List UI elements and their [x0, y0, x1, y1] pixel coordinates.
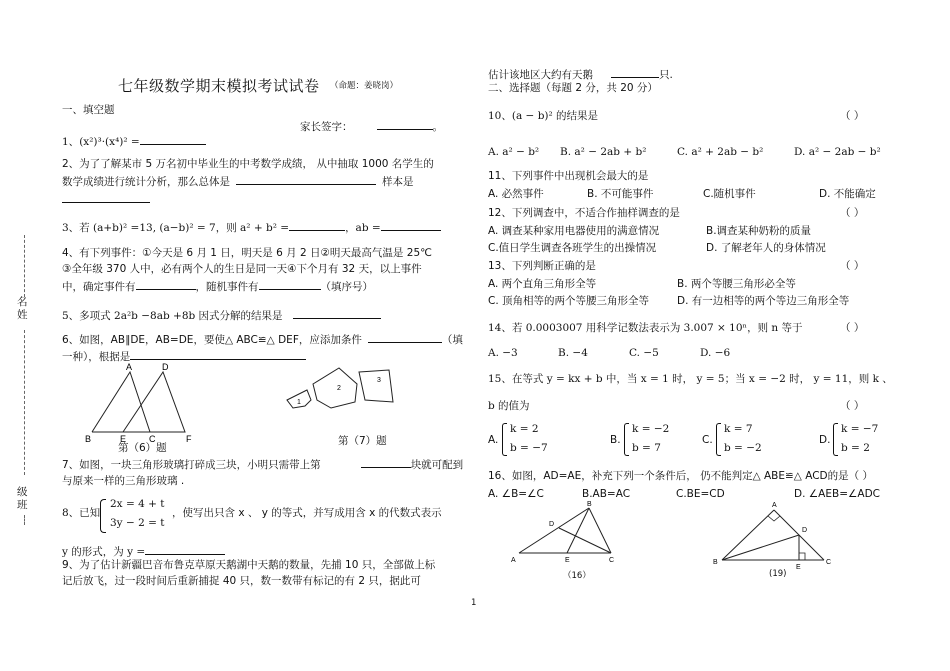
- q13-option-d[interactable]: D. 有一边相等的两个等边三角形全等: [677, 295, 850, 307]
- fig19-label-a: A: [772, 502, 777, 509]
- figure-6: [80, 362, 210, 452]
- fig6-label-c: C: [149, 434, 156, 444]
- fig19-right-angle-a: [768, 516, 780, 521]
- q16-option-d[interactable]: D. ∠AEB=∠ADC: [794, 488, 881, 500]
- q13-option-c[interactable]: C. 顶角相等的两个等腰三角形全等: [488, 295, 650, 307]
- q15-option-d[interactable]: D. k = −7 b = 2: [819, 423, 879, 454]
- q10-option-c[interactable]: C. a² + 2ab − b²: [677, 146, 764, 158]
- page-title: 七年级数学期末模拟考试试卷: [118, 77, 320, 95]
- section-fill-blank: 一、填空题: [62, 104, 115, 116]
- parent-signature: 家长签字： 。: [300, 118, 443, 134]
- fig6-triangle-def: [123, 372, 185, 432]
- q9-blank[interactable]: [611, 66, 659, 78]
- question-9-line1: 9、为了估计新疆巴音布鲁克草原天鹅湖中天鹅的数量，先捕 10 只，全部做上标: [62, 559, 436, 571]
- q11-option-a[interactable]: A. 必然事件: [488, 188, 544, 200]
- question-16: 16、如图，AD=AE，补充下列一个条件后， 仍不能判定△ ABE≌△ ACD的是（ ）: [488, 470, 873, 482]
- question-11: 11、下列事件中出现机会最大的是: [488, 170, 649, 182]
- question-8-line2: y 的形式，为 y =: [62, 543, 225, 559]
- fig7-label-2: 2: [337, 385, 341, 392]
- fig16-label-a: A: [511, 557, 516, 564]
- question-4-line3: 中，确定事件有 ，随机事件有 （填序号）: [62, 278, 373, 294]
- q13-option-b[interactable]: B. 两个等腰三角形必全等: [677, 278, 796, 290]
- signature-blank[interactable]: [377, 118, 433, 130]
- question-12: 12、下列调查中，不适合作抽样调查的是: [488, 207, 680, 219]
- q15-option-c[interactable]: C. k = 7 b = −2: [702, 423, 762, 454]
- page-number: 1: [471, 598, 477, 608]
- q12-option-b[interactable]: B.调查某种奶粉的质量: [706, 225, 812, 237]
- q10-option-a[interactable]: A. a² − b²: [488, 146, 540, 158]
- name-label: 名 姓: [17, 296, 28, 321]
- fig16-label-e: E: [565, 557, 570, 564]
- q15-a-brace: [502, 423, 507, 456]
- q10-option-d[interactable]: D. a² − 2ab − b²: [794, 146, 881, 158]
- fig19-label-e: E: [796, 564, 801, 570]
- q11-option-b[interactable]: B. 不可能事件: [587, 188, 654, 200]
- q14-option-c[interactable]: C. −5: [629, 347, 659, 359]
- question-9-line3: 估计该地区大约有天鹅 只.: [488, 66, 673, 82]
- question-15-line1: 15、在等式 y = kx + b 中，当 x = 1 时， y = 5；当 x = −2 时， y = 11，则 k 、: [488, 373, 893, 385]
- fig7-label-3: 3: [377, 377, 381, 384]
- fig6-label-b: B: [85, 434, 92, 444]
- question-5: 5、多项式 2a²b −8ab +8b 因式分解的结果是: [62, 307, 381, 323]
- q14-answer-paren[interactable]: （ ）: [840, 322, 865, 334]
- figure-6-caption: 第（6）题: [118, 442, 167, 454]
- q12-answer-paren[interactable]: （ ）: [840, 207, 865, 219]
- binding-line-mid: [24, 330, 25, 475]
- fig19-line-ab: [722, 510, 774, 560]
- q15-option-b[interactable]: B. k = −2 b = 7: [610, 423, 670, 454]
- q1-blank[interactable]: [140, 133, 206, 145]
- fig19-line-bd: [722, 535, 799, 560]
- q10-answer-paren[interactable]: （ ）: [840, 110, 865, 122]
- question-7-line2: 与原来一样的三角形玻璃 .: [62, 475, 185, 487]
- q8-equation-1: 2x = 4 + t: [110, 498, 165, 510]
- fig6-label-e: E: [120, 434, 127, 444]
- question-8: 8、已知: [62, 507, 101, 519]
- binding-line-top: [24, 235, 25, 297]
- q11-option-c[interactable]: C.随机事件: [703, 188, 756, 200]
- q16-option-c[interactable]: C.BE=CD: [676, 488, 725, 500]
- q4-blank-random[interactable]: [259, 278, 321, 290]
- question-4-line1: 4、有下列事件：①今天是 6 月 1 日，明天是 6 月 2 日②明天最高气温是 25℃: [62, 247, 432, 259]
- q8-brace: [100, 499, 106, 533]
- q12-option-a[interactable]: A. 调查某种家用电器使用的满意情况: [488, 225, 660, 237]
- fig16-line-bc: [589, 508, 611, 553]
- q16-option-b[interactable]: B.AB=AC: [582, 488, 631, 500]
- question-3: 3、若 (a+b)² =13, (a−b)² = 7，则 a² + b² = ，ab =: [62, 219, 441, 235]
- fig6-label-d: D: [162, 362, 169, 372]
- question-8-text: ，使写出只含 x 、 y 的等式，并写成用含 x 的代数式表示: [172, 507, 442, 519]
- q16-option-a[interactable]: A. ∠B=∠C: [488, 488, 544, 500]
- q5-blank[interactable]: [293, 307, 381, 319]
- question-6-line2: 一种），根据是: [62, 348, 306, 364]
- question-1: 1、(x²)³·(x⁴)² =: [62, 133, 206, 149]
- q11-option-d[interactable]: D. 不能确定: [819, 188, 876, 200]
- q13-answer-paren[interactable]: （ ）: [840, 260, 865, 272]
- q15-option-a[interactable]: A. k = 2 b = −7: [488, 423, 548, 454]
- q12-option-c[interactable]: C.值日学生调查各班学生的出操情况: [488, 242, 657, 254]
- q8-blank[interactable]: [145, 543, 225, 555]
- fig16-label-b: B: [587, 501, 592, 508]
- fig19-label-d: D: [802, 527, 808, 534]
- question-13: 13、下列判断正确的是: [488, 260, 596, 272]
- binding-line-bottom: [24, 515, 25, 525]
- question-7-line1: 7、如图，一块三角形玻璃打碎成三块，小明只需带上第 块就可配到: [62, 456, 463, 472]
- fig19-label-b: B: [713, 559, 718, 566]
- section-choice: 二、选择题（每题 2 分，共 20 分）: [488, 82, 658, 94]
- figure-16-caption: （16）: [563, 571, 591, 581]
- figure-16: [505, 498, 625, 566]
- q15-answer-paren[interactable]: （ ）: [840, 400, 865, 412]
- fig19-right-angle-e: [799, 553, 805, 560]
- q14-option-d[interactable]: D. −6: [700, 347, 731, 359]
- question-4-line2: ③全年级 370 人中，必有两个人的生日是同一天④下个月有 32 天，以上事件: [62, 263, 422, 275]
- question-15-line2: b 的值为: [488, 400, 530, 412]
- q15-b-brace: [624, 423, 629, 456]
- question-2-line2: 数学成绩进行统计分析，那么总体是 样本是: [62, 173, 414, 189]
- fig7-shard-2: [313, 368, 357, 408]
- q2-blank-sample[interactable]: [62, 202, 150, 203]
- question-14: 14、若 0.0003007 用科学记数法表示为 3.007 × 10ⁿ，则 n 等于: [488, 322, 803, 334]
- fig6-label-a: A: [126, 362, 133, 372]
- fig16-label-d: D: [549, 521, 555, 528]
- q3-blank-1[interactable]: [289, 219, 345, 231]
- q15-c-brace: [716, 423, 721, 456]
- question-2-line1: 2、为了了解某市 5 万名初中毕业生的中考数学成绩， 从中抽取 1000 名学生的: [62, 158, 434, 170]
- q3-blank-2[interactable]: [381, 219, 441, 231]
- question-6-line1: 6、如图，AB∥DE，AB=DE，要使△ ABC≌△ DEF，应添加条件 （填: [62, 331, 463, 347]
- q12-option-d[interactable]: D. 了解老年人的身体情况: [706, 242, 826, 254]
- q6-blank-condition[interactable]: [368, 331, 442, 343]
- fig16-label-c: C: [609, 557, 615, 564]
- q2-blank-population[interactable]: [236, 173, 376, 185]
- fig6-label-f: F: [186, 434, 192, 444]
- class-label: 级 班: [17, 486, 28, 511]
- fig7-shard-3: [359, 370, 393, 402]
- figure-19: [710, 498, 835, 570]
- q6-blank-reason[interactable]: [130, 348, 306, 360]
- fig6-triangle-abc: [92, 372, 150, 432]
- question-9-line2: 记后放飞，过一段时间后重新捕捉 40 只，数一数带有标记的有 2 只，据此可: [62, 575, 421, 587]
- q4-blank-certain[interactable]: [136, 278, 196, 290]
- author-note: （命题：姜晓岗）: [330, 81, 399, 91]
- q14-option-a[interactable]: A. −3: [488, 347, 518, 359]
- q14-option-b[interactable]: B. −4: [558, 347, 588, 359]
- question-10: 10、(a − b)² 的结果是: [488, 110, 599, 122]
- figure-7-caption: 第（7）题: [338, 435, 387, 447]
- q10-option-b[interactable]: B. a² − 2ab + b²: [560, 146, 647, 158]
- q8-equation-2: 3y − 2 = t: [110, 517, 165, 529]
- fig7-label-1: 1: [297, 399, 301, 406]
- q7-blank[interactable]: [361, 456, 411, 468]
- q15-d-brace: [833, 423, 838, 456]
- figure-7: [285, 362, 400, 417]
- q13-option-a[interactable]: A. 两个直角三角形全等: [488, 278, 597, 290]
- fig19-label-c: C: [826, 559, 832, 566]
- fig16-line-cd: [559, 528, 611, 553]
- figure-19-caption: (19): [769, 569, 787, 579]
